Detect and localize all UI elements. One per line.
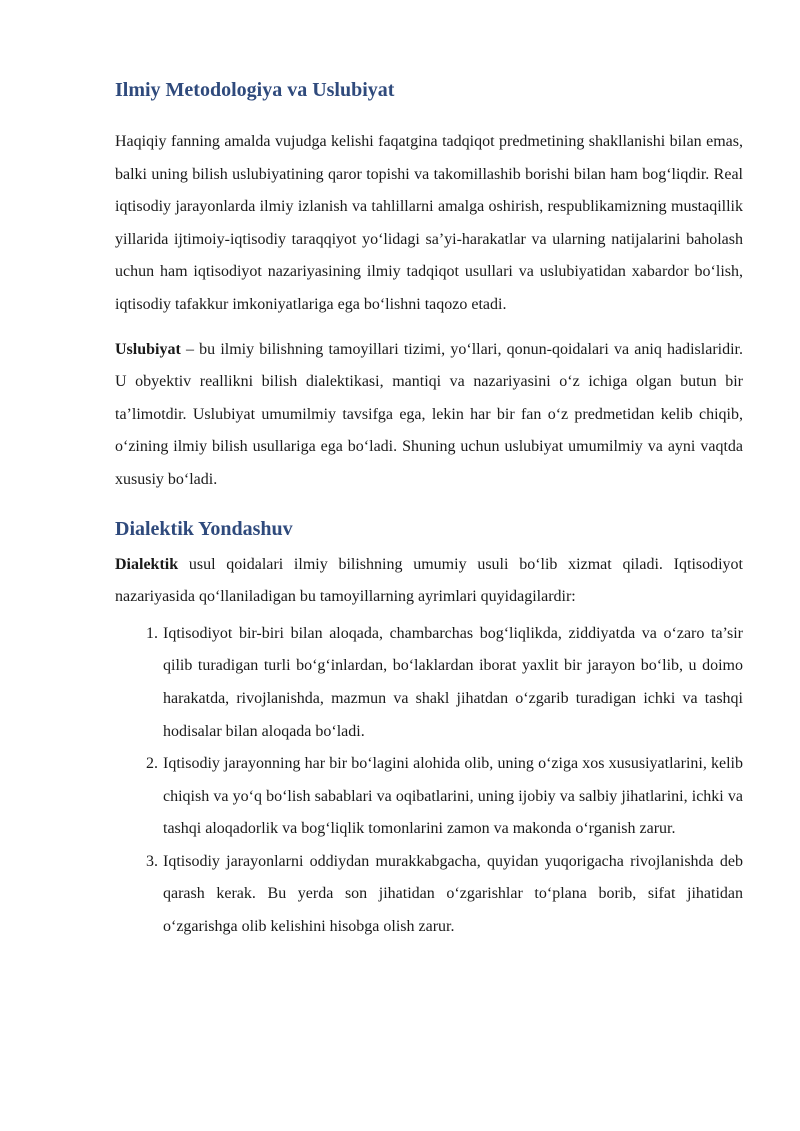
principles-list xyxy=(115,618,743,944)
term-dialektik: Dialektik xyxy=(115,555,179,573)
list-item: 3. Iqtisodiy jarayonlarni oddiydan murakkabgacha, quyidan yuqorigacha rivojlanishda deb qarash kerak. Bu yerda son jihatidan o‘zgarishlar to‘plana borib, sifat jihatidan o‘zgarishga olib kelishini hisobga olish zarur. xyxy=(162,846,743,944)
definition-paragraph xyxy=(115,334,743,497)
dialectic-text: usul qoidalari ilmiy bilishning umumiy usuli bo‘lib xizmat qiladi. Iqtisodiyot nazariyasida qo‘llaniladigan bu tamoyillarning ayrimlari quyidagilardir: xyxy=(115,555,743,606)
definition-text: – bu ilmiy bilishning tamoyillari tizimi, yo‘llari, qonun-qoidalari va aniq hadislaridir. U obyektiv reallikni bilish dialektikasi, mantiqi va nazariyasini o‘z ichiga olgan butun bir ta’limotdir. Uslubiyat umumilmiy tavsifga ega, lekin har bir fan o‘z predmetidan kelib chiqib, o‘zining ilmiy bilish usullariga ega bo‘ladi. Shuning uchun uslubiyat umumilmiy va ayni vaqtda xususiy bo‘ladi. xyxy=(115,340,743,488)
main-heading: Ilmiy Metodologiya va Uslubiyat xyxy=(115,79,395,101)
list-item: 2. Iqtisodiy jarayonning har bir bo‘lagini alohida olib, uning o‘ziga xos xususiyatlarini, kelib chiqish va yo‘q bo‘lish sabablari va oqibatlarini, uning ijobiy va salbiy jihatlarini, ichki va tashqi aloqadorlik va bog‘liqlik tomonlarini zamon va makonda o‘rganish zarur. xyxy=(162,748,743,846)
document-page xyxy=(115,70,743,944)
dialectic-paragraph xyxy=(115,549,743,614)
section-heading: Dialektik Yondashuv xyxy=(115,517,293,540)
intro-paragraph: Haqiqiy fanning amalda vujudga kelishi faqatgina tadqiqot predmetining shakllanishi bilan emas, balki uning bilish uslubiyatining qaror topishi va takomillashib borishi bilan ham bog‘liqdir. Real iqtisodiy jarayonlarda ilmiy izlanish va tahlillarni amalga oshirish, respublikamizning mustaqillik yillarida ijtimoiy-iqtisodiy taraqqiyot yo‘lidagi sa’yi-harakatlar va ularning natijalarini baholash uchun ham iqtisodiyot nazariyasining ilmiy tadqiqot usullari va uslubiyatidan xabardor bo‘lish, iqtisodiy tafakkur imkoniyatlariga ega bo‘lishni taqozo etadi. xyxy=(115,133,743,313)
term-uslubiyat: Uslubiyat xyxy=(115,340,181,358)
list-item: 1. Iqtisodiyot bir-biri bilan aloqada, chambarchas bog‘liqlikda, ziddiyatda va o‘zaro ta’sir qilib turadigan turli bo‘g‘inlardan, bo‘laklardan iborat yaxlit bir jarayon bo‘lib, u doimo harakatda, rivojlanishda, mazmun va shakl jihatdan o‘zgarib turadigan ichki va tashqi hodisalar bilan aloqada bo‘ladi. xyxy=(162,618,743,748)
